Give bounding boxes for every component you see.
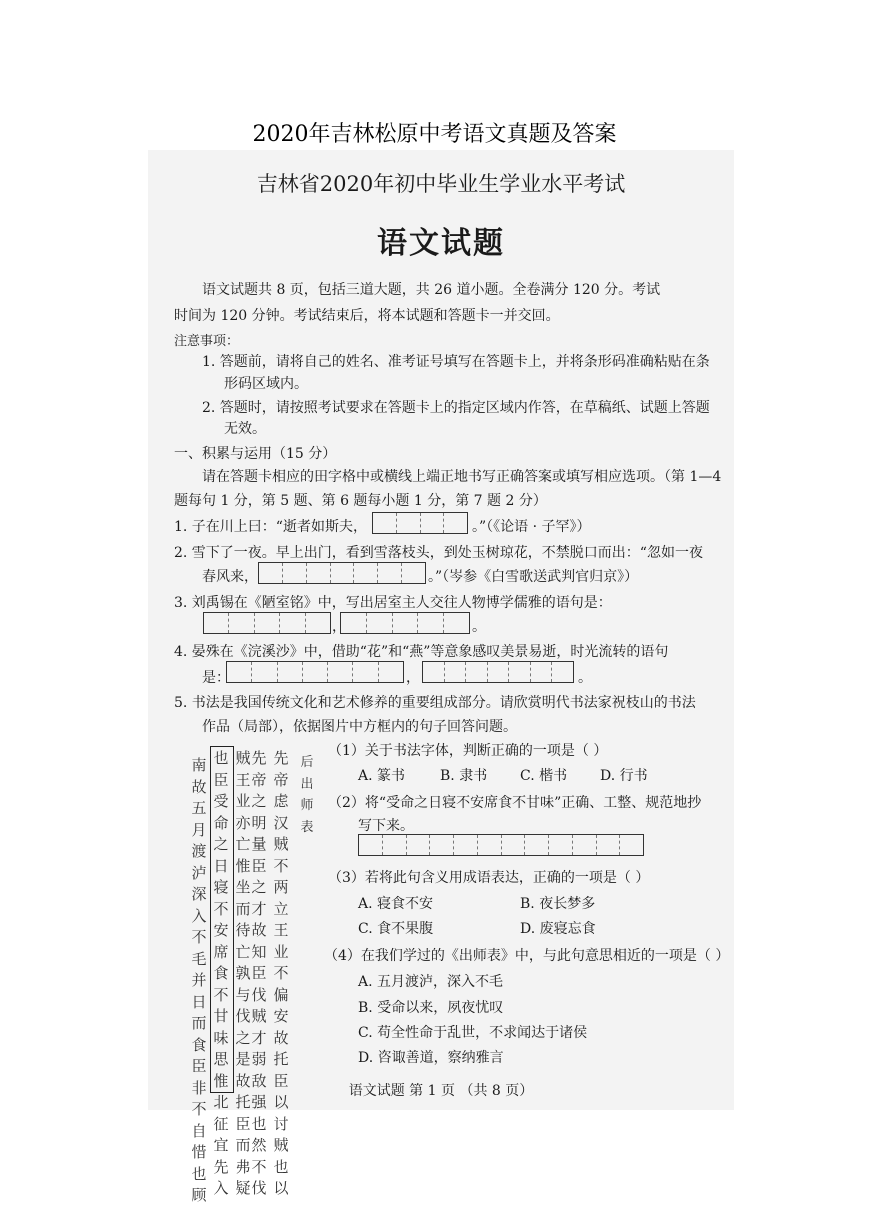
q5-line-2: 作品（局部），依据图片中方框内的句子回答问题。 — [202, 719, 517, 735]
q5-2-stem: （2）将“受命之日寝不安席食不甘味”正确、工整、规范地抄 — [328, 795, 702, 811]
section-heading: 一、积累与运用（15 分） — [174, 446, 337, 462]
q4-separator: ， — [406, 670, 420, 686]
q2-answer-grid[interactable] — [258, 562, 426, 584]
q5-3-option-a[interactable]: A. 寝食不安 — [358, 896, 434, 912]
q5-1-option-c[interactable]: C. 楷书 — [520, 768, 568, 784]
calligraphy-column-2: 先帝虑汉贼不两立王业不偏安故托臣以讨贼也以 — [273, 749, 289, 1197]
q3-end: 。 — [472, 619, 486, 635]
q5-2-stem-2: 写下来。 — [358, 818, 414, 834]
q5-1-option-a[interactable]: A. 篆书 — [358, 768, 406, 784]
q4-end: 。 — [578, 670, 592, 686]
q5-4-stem: （4）在我们学过的《出师表》中，与此句意思相近的一项是（ ） — [324, 948, 730, 964]
q5-4-option-c[interactable]: C. 苟全性命于乱世，不求闻达于诸侯 — [358, 1025, 588, 1041]
q5-4-option-b[interactable]: B. 受命以来，夙夜忧叹 — [358, 1000, 504, 1016]
calligraphy-column-5: 也臣受命之日寝不安席食不甘味思惟北征宜先入 — [213, 749, 229, 1197]
q4-prefix: 是： — [202, 670, 230, 686]
calligraphy-column-4: 贼王业亦亡惟坐而待亡孰与伐之是故托臣而弗疑 — [235, 749, 251, 1197]
q4-answer-grid-2[interactable] — [422, 661, 574, 683]
note-2-line-1: 2. 答题时，请按照考试要求在答题卡上的指定区域内作答，在草稿纸、试题上答题 — [202, 400, 710, 416]
q5-4-option-a[interactable]: A. 五月渡泸，深入不毛 — [358, 974, 504, 990]
q4-line-1: 4. 晏殊在《浣溪沙》中，借助“花”和“燕”等意象感叹美景易逝，时光流转的语句 — [174, 644, 669, 660]
q1-suffix: 。”（《论语 · 子罕》） — [472, 519, 591, 535]
note-2-line-2: 无效。 — [224, 421, 266, 437]
q5-3-option-b[interactable]: B. 夜长梦多 — [520, 896, 596, 912]
q1-answer-grid[interactable] — [372, 512, 468, 534]
scanned-exam-page — [148, 150, 734, 1204]
q2-prefix: 春风来， — [202, 569, 258, 585]
document-title: 2020年吉林松原中考语文真题及答案 — [252, 122, 617, 147]
section-instructions-line-2: 题每句 1 分，第 5 题、第 6 题每小题 1 分，第 7 题 2 分） — [174, 493, 547, 509]
note-1-line-1: 1. 答题前，请将自己的姓名、准考证号填写在答题卡上，并将条形码准确粘贴在条 — [202, 354, 710, 370]
q5-1-option-b[interactable]: B. 隶书 — [440, 768, 488, 784]
calligraphy-column-1: 后出师表 — [300, 755, 314, 835]
calligraphy-column-6: 南故五月渡泸深入不毛并日而食臣非不自惜也顾 — [191, 756, 207, 1204]
q3-separator: ， — [332, 619, 346, 635]
q5-3-option-d[interactable]: D. 废寝忘食 — [520, 921, 596, 937]
page-footer: 语文试题 第 1 页 （共 8 页） — [348, 1083, 534, 1099]
exam-title: 吉林省2020年初中毕业生学业水平考试 — [256, 172, 626, 196]
q5-3-option-c[interactable]: C. 食不果腹 — [358, 921, 434, 937]
note-1-line-2: 形码区域内。 — [224, 376, 308, 392]
calligraphy-column-3: 先帝之明量臣之才故知臣伐贼才弱敌强也然不伐 — [251, 749, 267, 1197]
q3-line-1: 3. 刘禹锡在《陋室铭》中，写出居室主人交往人物博学儒雅的语句是： — [174, 595, 612, 611]
notes-heading: 注意事项： — [174, 334, 240, 349]
q5-1-option-d[interactable]: D. 行书 — [600, 768, 648, 784]
q2-suffix: 。”（岑参《白雪歌送武判官归京》） — [428, 569, 639, 585]
q4-answer-grid-1[interactable] — [226, 661, 404, 683]
q5-line-1: 5. 书法是我国传统文化和艺术修养的重要组成部分。请欣赏明代书法家祝枝山的书法 — [174, 695, 696, 711]
intro-line-1: 语文试题共 8 页，包括三道大题，共 26 道小题。全卷满分 120 分。考试 — [202, 282, 661, 298]
paper-title: 语文试题 — [377, 226, 505, 261]
q2-line-1: 2. 雪下了一夜。早上出门，看到雪落枝头，到处玉树琼花，不禁脱口而出：“忽如一夜 — [174, 545, 703, 561]
intro-line-2: 时间为 120 分钟。考试结束后，将本试题和答题卡一并交回。 — [174, 308, 560, 324]
q1-prefix: 1. 子在川上曰：“逝者如斯夫， — [174, 519, 367, 535]
q5-3-stem: （3）若将此句含义用成语表达，正确的一项是（ ） — [328, 870, 650, 886]
q5-4-option-d[interactable]: D. 咨诹善道，察纳雅言 — [358, 1050, 504, 1066]
q3-answer-grid-2[interactable] — [340, 612, 470, 634]
q5-1-stem: （1）关于书法字体，判断正确的一项是（ ） — [328, 743, 608, 759]
q5-2-answer-grid[interactable] — [358, 834, 644, 856]
q3-answer-grid-1[interactable] — [203, 612, 331, 634]
section-instructions-line-1: 请在答题卡相应的田字格中或横线上端正地书写正确答案或填写相应选项。（第 1—4 — [202, 469, 722, 485]
highlight-box — [210, 746, 234, 1093]
